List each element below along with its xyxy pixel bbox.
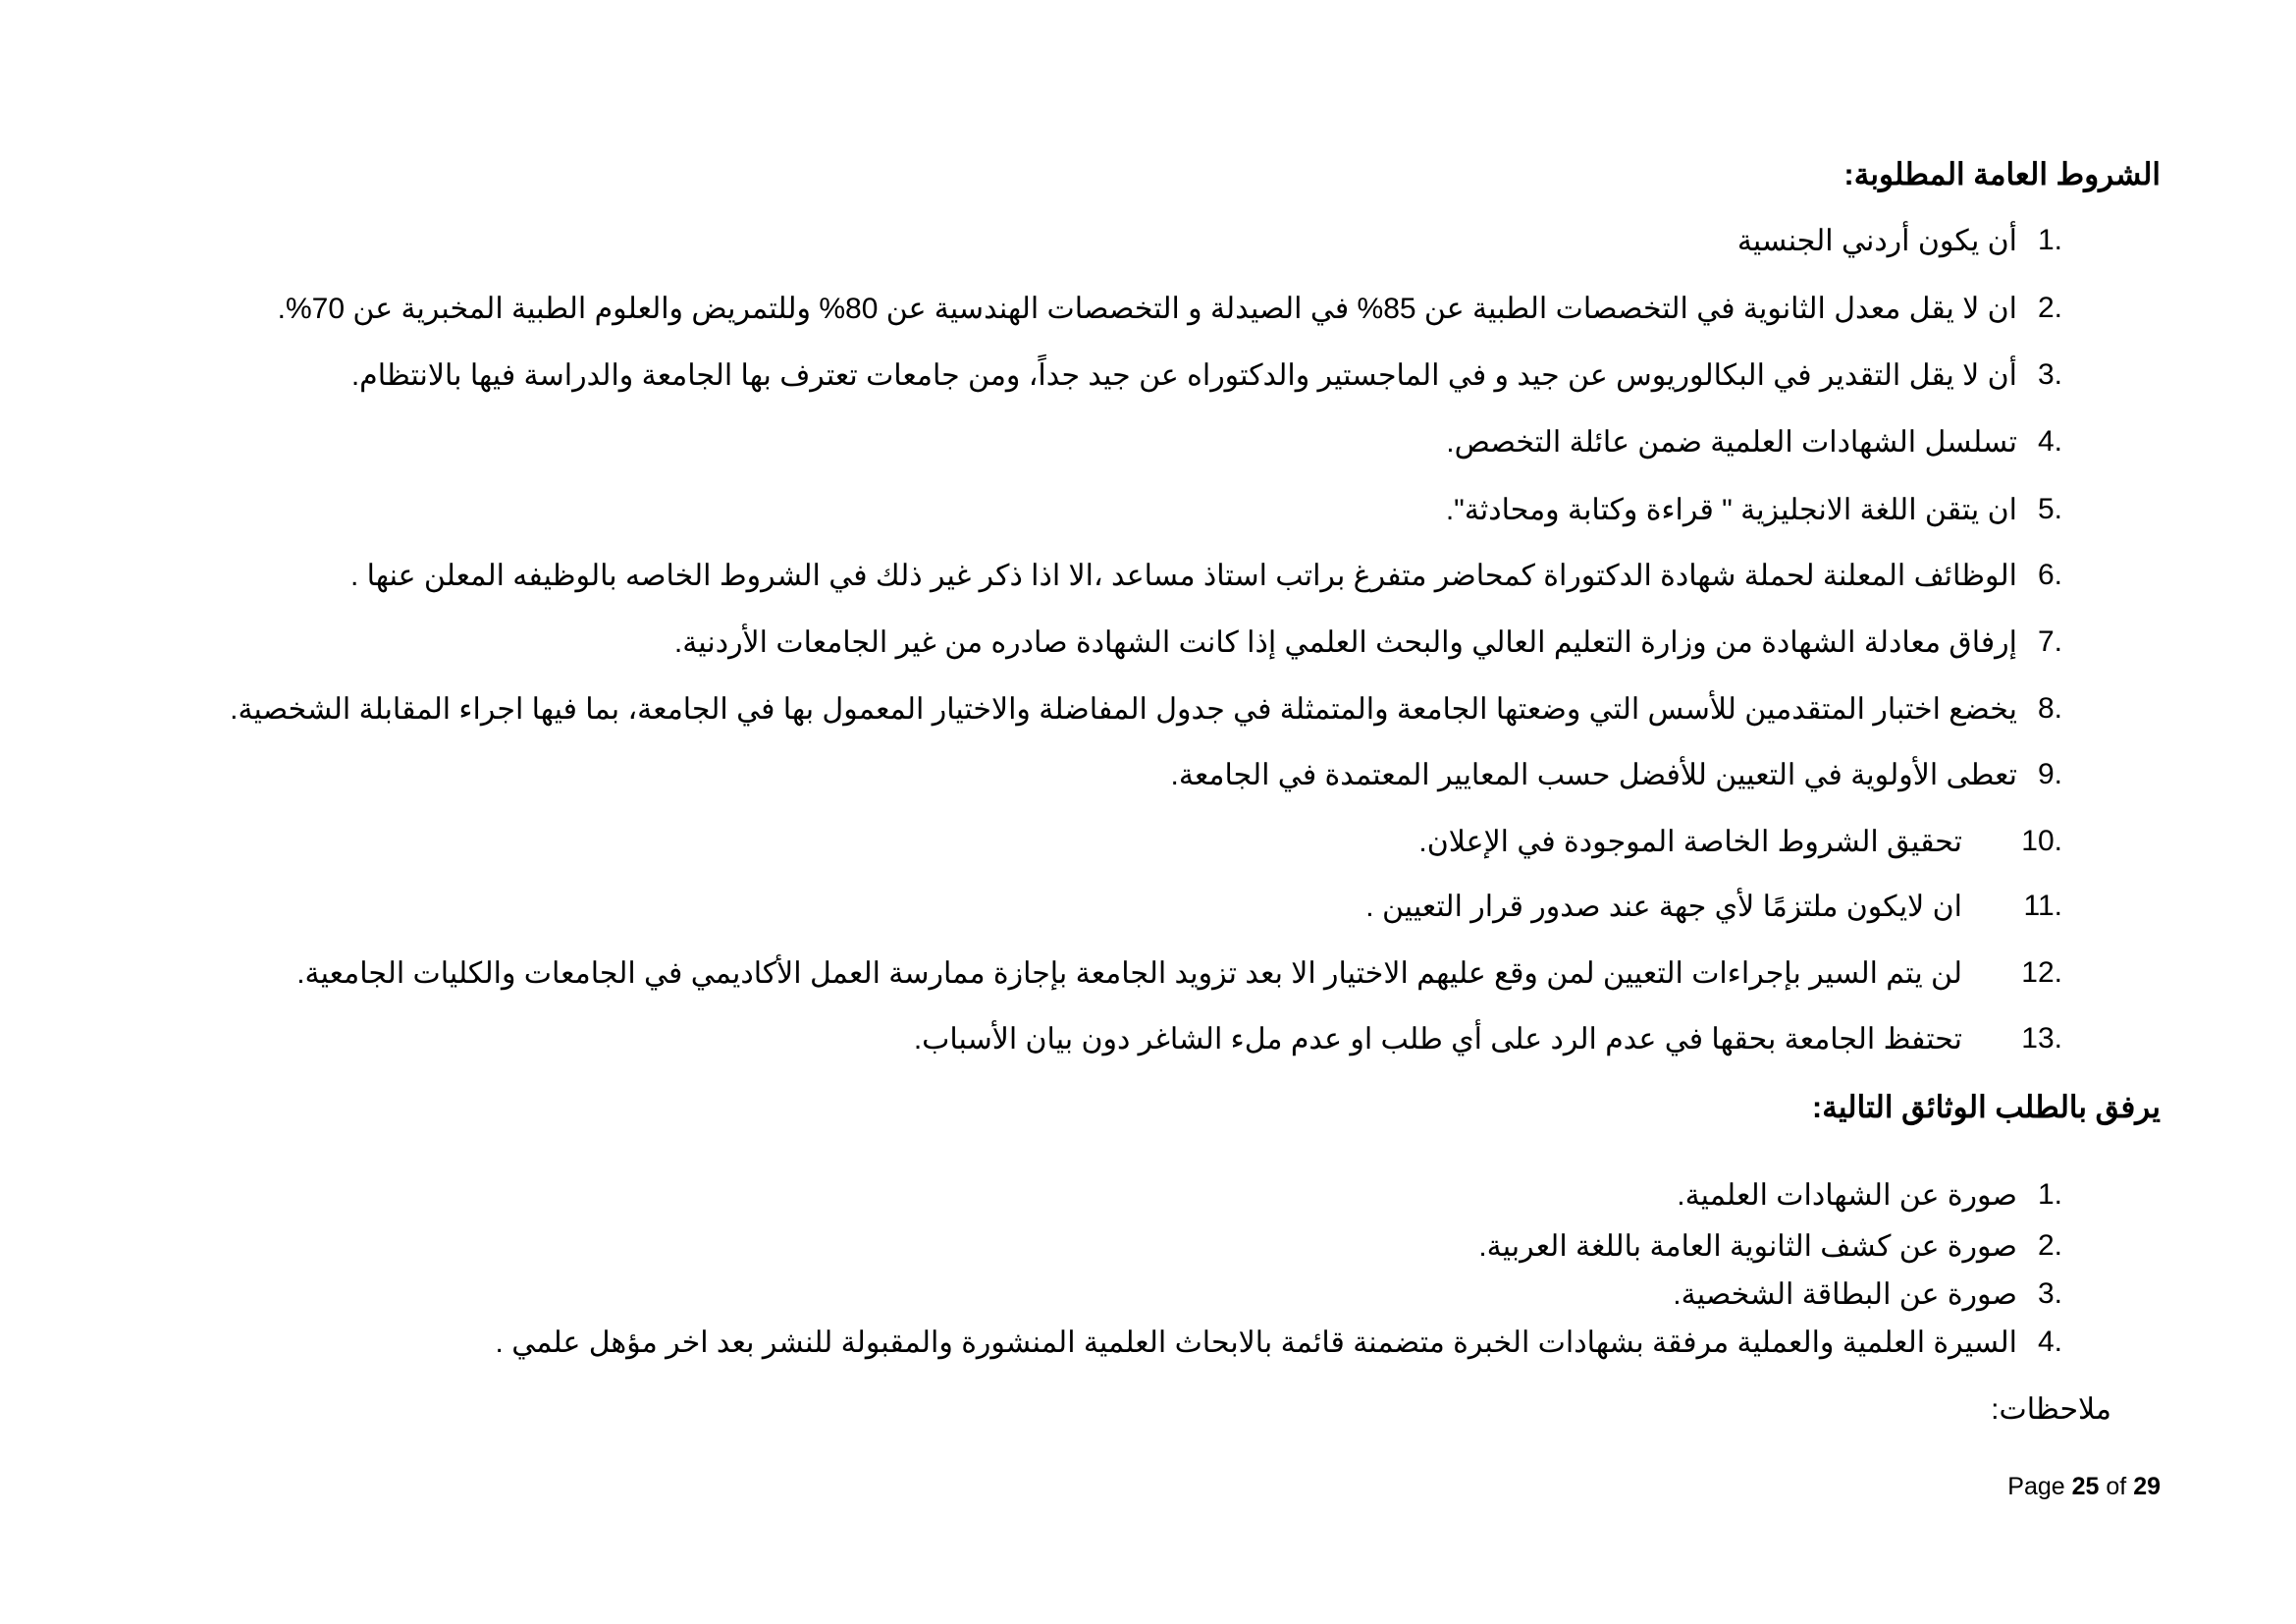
conditions-heading: الشروط العامة المطلوبة:: [1843, 157, 2161, 191]
item-number: 13.: [2021, 1022, 2062, 1055]
item-text: تحتفظ الجامعة بحقها في عدم الرد على أي طلب او عدم ملء الشاغر دون بيان الأسباب.: [913, 1023, 1962, 1056]
item-number: 6.: [2037, 559, 2062, 591]
item-text: لن يتم السير بإجراءات التعيين لمن وقع عليهم الاختيار الا بعد تزويد الجامعة بإجازة ممارسة العمل الأكاديمي في الجامعات والكليات الجامعية.: [296, 957, 1962, 990]
document-item: [0, 1326, 2296, 1369]
item-number: 4.: [2037, 425, 2062, 458]
item-text: الوظائف المعلنة لحملة شهادة الدكتوراة كمحاضر متفرغ براتب استاذ مساعد ،الا اذا ذكر غير ذلك في الشروط الخاصه بالوظيفه المعلن عنها .: [349, 560, 2017, 592]
condition-item: [0, 625, 2296, 669]
item-number: 8.: [2037, 692, 2062, 725]
condition-item: [0, 425, 2296, 468]
item-number: 10.: [2021, 825, 2062, 857]
item-text: صورة عن كشف الثانوية العامة باللغة العربية.: [1478, 1230, 2017, 1263]
item-number: 9.: [2037, 758, 2062, 790]
total-pages: 29: [2133, 1473, 2161, 1500]
item-number: 7.: [2037, 625, 2062, 658]
item-number: 3.: [2037, 1277, 2062, 1310]
item-text: تعطى الأولوية في التعيين للأفضل حسب المعايير المعتمدة في الجامعة.: [1170, 759, 2017, 791]
document-item: [0, 1229, 2296, 1272]
item-number: 1.: [2037, 224, 2062, 256]
item-number: 12.: [2021, 956, 2062, 989]
condition-item: [0, 692, 2296, 735]
condition-item: [0, 890, 2296, 933]
page-word: Page: [2007, 1473, 2065, 1500]
item-text: ان يتقن اللغة الانجليزية " قراءة وكتابة ومحادثة".: [1445, 494, 2017, 526]
condition-item: [0, 559, 2296, 602]
condition-item: [0, 292, 2296, 335]
condition-item: [0, 224, 2296, 267]
item-text: يخضع اختبار المتقدمين للأسس التي وضعتها الجامعة والمتمثلة في جدول المفاضلة والاختيار المعمول بها في الجامعة، بما فيها اجراء المقابلة الشخصية.: [230, 693, 2017, 726]
item-text: ان لايكون ملتزمًا لأي جهة عند صدور قرار التعيين .: [1365, 891, 1962, 923]
item-text: أن يكون أردني الجنسية: [1736, 225, 2017, 257]
of-word: of: [2106, 1473, 2127, 1500]
condition-item: [0, 825, 2296, 868]
item-text: تسلسل الشهادات العلمية ضمن عائلة التخصص.: [1446, 426, 2017, 459]
documents-heading: يرفق بالطلب الوثائق التالية:: [1811, 1090, 2161, 1124]
item-text: إرفاق معادلة الشهادة من وزارة التعليم العالي والبحث العلمي إذا كانت الشهادة صادره من غير الجامعات الأردنية.: [673, 626, 2017, 659]
item-number: 4.: [2037, 1326, 2062, 1358]
document-item: [0, 1277, 2296, 1321]
item-text: صورة عن البطاقة الشخصية.: [1673, 1278, 2017, 1311]
item-number: 3.: [2037, 358, 2062, 391]
condition-item: [0, 493, 2296, 536]
condition-item: [0, 956, 2296, 1000]
item-text: تحقيق الشروط الخاصة الموجودة في الإعلان.: [1418, 826, 1962, 858]
document-item: [0, 1178, 2296, 1221]
item-text: ان لا يقل معدل الثانوية في التخصصات الطبية عن 85% في الصيدلة و التخصصات الهندسية عن 80% وللتمريض والعلوم الطبية المخبرية عن 70%.: [277, 293, 2017, 325]
item-number: 11.: [2023, 890, 2062, 922]
item-number: 2.: [2037, 1229, 2062, 1262]
item-number: 1.: [2037, 1178, 2062, 1211]
page-footer: [2007, 1473, 2161, 1501]
item-number: 5.: [2037, 493, 2062, 525]
item-number: 2.: [2037, 292, 2062, 324]
current-page: 25: [2071, 1473, 2100, 1500]
item-text: أن لا يقل التقدير في البكالوريوس عن جيد و في الماجستير والدكتوراه عن جيد جداً، ومن جامعات تعترف بها الجامعة والدراسة فيها بالانتظام.: [350, 359, 2017, 392]
item-text: صورة عن الشهادات العلمية.: [1677, 1179, 2017, 1212]
notes-label: ملاحظات:: [1991, 1393, 2111, 1426]
condition-item: [0, 758, 2296, 801]
condition-item: [0, 358, 2296, 402]
item-text: السيرة العلمية والعملية مرفقة بشهادات الخبرة متضمنة قائمة بالابحاث العلمية المنشورة والمقبولة للنشر بعد اخر مؤهل علمي .: [495, 1326, 2017, 1359]
condition-item: [0, 1022, 2296, 1065]
